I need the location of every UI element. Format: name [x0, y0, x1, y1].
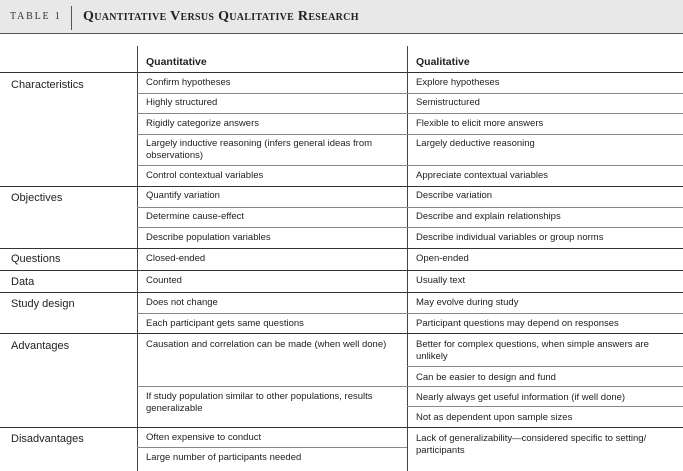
quant-cell: Confirm hypotheses: [146, 77, 231, 88]
quant-cell: Closed-ended: [146, 253, 206, 264]
header-divider: [71, 6, 72, 30]
quant-cell: Highly structured: [146, 97, 218, 108]
row-divider: [0, 292, 683, 293]
qual-cell: Open-ended: [416, 253, 469, 264]
quant-cell: Rigidly categorize answers: [146, 118, 259, 129]
quant-cell: Control contextual variables: [146, 170, 264, 181]
quant-cell: Determine cause-effect: [146, 211, 245, 222]
column-divider-right: [407, 46, 408, 471]
row-divider: [137, 313, 683, 314]
qual-cell: Largely deductive reasoning: [416, 138, 535, 149]
row-divider: [137, 113, 683, 114]
row-divider: [0, 427, 683, 428]
category-study-design: Study design: [11, 298, 75, 310]
category-characteristics: Characteristics: [11, 79, 84, 91]
quant-cell: Large number of participants needed: [146, 452, 302, 463]
category-disadvantages: Disadvantages: [11, 433, 84, 445]
quant-cell: If study population similar to other populations, results generalizable: [146, 391, 373, 414]
qual-cell: Better for complex questions, when simple answers are unlikely: [416, 339, 649, 362]
qual-cell: May evolve during study: [416, 297, 519, 308]
row-divider: [137, 227, 683, 228]
column-header-quantitative: Quantitative: [146, 56, 207, 68]
quant-cell: Quantify variation: [146, 190, 220, 201]
qual-cell: Explore hypotheses: [416, 77, 500, 88]
qual-cell: Can be easier to design and fund: [416, 372, 556, 383]
category-data: Data: [11, 276, 35, 288]
quant-cell: Largely inductive reasoning (infers general ideas from observations): [146, 138, 373, 161]
row-divider: [0, 186, 683, 187]
quant-cell: Does not change: [146, 297, 218, 308]
qual-cell: Nearly always get useful information (if well done): [416, 392, 626, 403]
row-divider: [407, 366, 683, 367]
column-divider-left: [137, 46, 138, 471]
qual-cell: Not as dependent upon sample sizes: [416, 412, 573, 423]
qual-cell: Semistructured: [416, 97, 480, 108]
category-questions: Questions: [11, 253, 61, 265]
qual-cell: Usually text: [416, 275, 466, 286]
row-divider: [137, 134, 683, 135]
row-divider: [0, 333, 683, 334]
row-divider: [0, 72, 683, 73]
table-label: TABLE 1: [10, 11, 62, 22]
row-divider: [137, 165, 683, 166]
qual-cell: Lack of generalizability—considered specific to setting/ participants: [416, 433, 647, 456]
table-header-bar: [0, 0, 683, 34]
row-divider: [0, 270, 683, 271]
qual-cell: Describe individual variables or group norms: [416, 232, 604, 243]
qual-cell: Describe and explain relationships: [416, 211, 561, 222]
row-divider: [407, 406, 683, 407]
quant-cell: Each participant gets same questions: [146, 318, 304, 329]
quant-cell: Describe population variables: [146, 232, 271, 243]
qual-cell: Flexible to elicit more answers: [416, 118, 544, 129]
quant-cell: Counted: [146, 275, 182, 286]
table-title: Quantitative Versus Qualitative Research: [83, 9, 359, 24]
quant-cell: Often expensive to conduct: [146, 432, 262, 443]
qual-cell: Describe variation: [416, 190, 493, 201]
category-advantages: Advantages: [11, 340, 70, 352]
qual-cell: Participant questions may depend on responses: [416, 318, 619, 329]
row-divider: [137, 386, 683, 387]
quant-cell: Causation and correlation can be made (when well done): [146, 339, 387, 350]
category-objectives: Objectives: [11, 192, 63, 204]
row-divider: [137, 93, 683, 94]
qual-cell: Appreciate contextual variables: [416, 170, 549, 181]
row-divider: [0, 248, 683, 249]
column-header-qualitative: Qualitative: [416, 56, 470, 68]
row-divider: [137, 207, 683, 208]
row-divider: [137, 447, 407, 448]
